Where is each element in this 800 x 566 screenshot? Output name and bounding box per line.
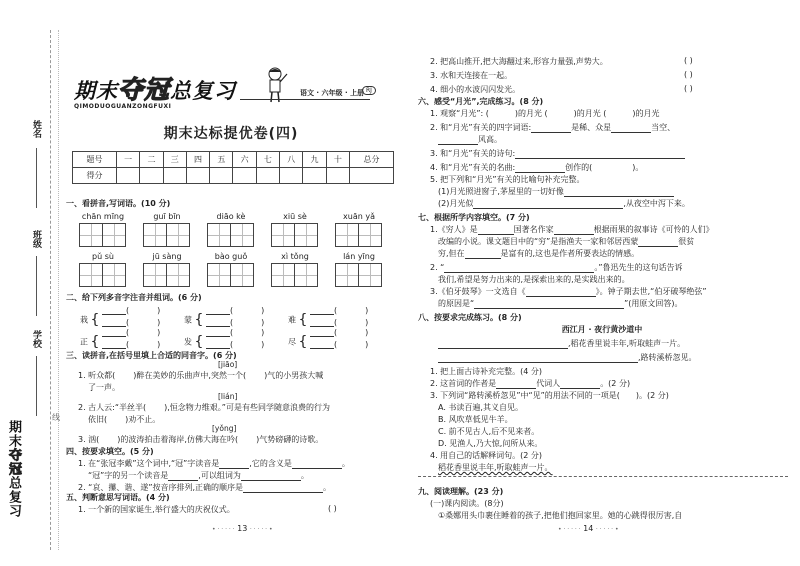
polyphone-item: 发 { (184, 334, 204, 350)
polyphone-item: 栽 { (80, 312, 100, 328)
pinyin-writing-group (142, 212, 192, 247)
score-header-cell: 总分 (349, 152, 393, 168)
cut-line (50, 30, 51, 550)
score-header-cell: 二 (140, 152, 163, 168)
pinyin-hint: [jiāo] (218, 360, 238, 369)
option-b[interactable]: B. 风吹草低见牛羊。 (438, 415, 513, 424)
answer-paren[interactable]: ( ) (684, 84, 693, 93)
polyphone-answer[interactable]: ( ) (310, 328, 368, 337)
score-header-cell: 题号 (73, 152, 117, 168)
question-text: 风高。 (438, 134, 502, 145)
score-cell[interactable] (303, 168, 326, 184)
quoted-line: 稻花香里说丰年,听取蛙声一片。 (438, 463, 553, 472)
score-header-cell: 八 (280, 152, 303, 168)
polyphone-answer[interactable]: ( ) (310, 340, 368, 349)
score-header-cell: 四 (186, 152, 209, 168)
polyphone-answer[interactable]: ( ) (310, 318, 368, 327)
pinyin-label: diāo kè (216, 212, 246, 221)
section-2-title: 二、给下列多音字注音并组词。(6 分) (66, 293, 202, 302)
class-label: 班级 (31, 230, 41, 248)
score-cell[interactable] (117, 168, 140, 184)
question-text: 2. “ 。”鲁迅先生的这句话告诉 (430, 263, 683, 272)
question-text: 2. 和“月光”有关的四字词语: 是稀、众星 当空、 (430, 123, 676, 132)
polyphone-char: 发 (184, 337, 192, 347)
question-text: 依旧( )劝不止。 (88, 415, 161, 424)
question-text: 5. 把下列和“月光”有关的比喻句补充完整。 (430, 175, 585, 184)
polyphone-answer[interactable]: ( ) (206, 306, 264, 315)
school-field (36, 356, 37, 416)
polyphone-answer[interactable]: ( ) (102, 306, 160, 315)
pinyin-writing-group (334, 212, 384, 247)
pinyin-label: bào guǒ (214, 252, 248, 261)
polyphone-item: 正 { (80, 334, 100, 350)
writing-box[interactable] (143, 263, 167, 287)
answer-paren[interactable]: ( ) (684, 70, 693, 79)
polyphone-char: 蒙 (184, 315, 192, 325)
binding-line-char: 线 (52, 413, 60, 422)
writing-box[interactable] (207, 223, 231, 247)
section-6-title: 六、感受“月光”,完成练习。(8 分) (418, 97, 544, 106)
question-text: 1. 在“张冠李戴”这个词中,“冠”字读音是 ,它的含义是 。 (78, 459, 350, 468)
pinyin-writing-group (270, 212, 320, 247)
writing-box[interactable] (166, 263, 190, 287)
question-text: 我们,希望是努力出来的,是探索出来的,是实践出来的。 (438, 275, 630, 284)
question-text: 1. 一个新的国家诞生,举行盛大的庆祝仪式。 (78, 505, 235, 514)
option-a[interactable]: A. 书读百遍,其义自见。 (438, 403, 523, 412)
section-4-title: 四、按要求填空。(5 分) (66, 447, 154, 456)
question-text: 1.《穷人》是 国著名作家 根据雨果的叙事诗《可怜的人们》 (430, 225, 714, 234)
pinyin-writing-group (206, 212, 256, 247)
pinyin-writing-group (334, 252, 384, 287)
pinyin-label: xiū sè (283, 212, 307, 221)
polyphone-answer[interactable]: ( ) (310, 306, 368, 315)
score-header-cell: 九 (303, 152, 326, 168)
polyphone-item: 蒙 { (184, 312, 204, 328)
question-text: 4. 和“月光”有关的名曲: 创作的( )。 (430, 163, 644, 172)
logo-pinyin: QIMODUOGUANZONGFUXI (74, 103, 172, 110)
writing-box[interactable] (358, 223, 382, 247)
pinyin-writing-group (206, 252, 256, 287)
writing-box[interactable] (358, 263, 382, 287)
writing-box[interactable] (207, 263, 231, 287)
score-header-cell: 一 (117, 152, 140, 168)
reading-passage: ①桑娜用头巾裹住睡着的孩子,把他们抱回家里。她的心跳得很厉害,自 (438, 511, 683, 520)
page-number: • · · · · · 13 · · · · · • (212, 524, 273, 533)
score-table (72, 151, 394, 184)
question-text: 2. 这首词的作者是 代词人 。(2 分) (430, 379, 631, 388)
question-text: 4. 用自己的话解释词句。(2 分) (430, 451, 543, 460)
polyphone-answer[interactable]: ( ) (206, 340, 264, 349)
right-page (408, 0, 796, 566)
writing-box[interactable] (79, 263, 103, 287)
writing-box[interactable] (294, 263, 318, 287)
poem-title: 西江月 · 夜行黄沙道中 (561, 325, 643, 334)
score-header-cell: 七 (256, 152, 279, 168)
polyphone-answer[interactable]: ( ) (206, 328, 264, 337)
option-c[interactable]: C. 前不见古人,后不见来者。 (438, 427, 540, 436)
score-header-cell: 三 (163, 152, 186, 168)
pinyin-writing-group (78, 212, 128, 247)
polyphone-answer[interactable]: ( ) (102, 328, 160, 337)
page-number: • · · · · · 14 · · · · · • (558, 524, 619, 533)
poem-line: ,稻花香里说丰年,听取蛙声一片。 (438, 338, 685, 349)
score-header-cell: 六 (233, 152, 256, 168)
question-text: 1. 观察“月光”: ( )的月光 ( )的月光 ( )的月光 (430, 109, 660, 118)
section-9-title: 九、阅读理解。(23 分) (418, 487, 504, 496)
pinyin-writing-group (270, 252, 320, 287)
logo-text: 期末夺冠总复习 (74, 75, 237, 104)
section-5-title: 五、判断意思写词语。(4 分) (66, 493, 170, 502)
score-header-cell: 五 (210, 152, 233, 168)
section-3-title: 三、读拼音,在括号里填上合适的同音字。(6 分) (66, 351, 237, 360)
question-text: 3. 下列词“路转溪桥忽见”中“见”的用法不同的一项是( )。(2 分) (430, 391, 669, 400)
polyphone-answer[interactable]: ( ) (102, 340, 160, 349)
pinyin-writing-group (142, 252, 192, 287)
pinyin-writing-group (78, 252, 128, 287)
subject-label: 语文 · 六年级 · 上册 (300, 89, 365, 97)
writing-box[interactable] (335, 263, 359, 287)
exam-title: 期末达标提优卷(四) (163, 126, 299, 142)
pinyin-hint: [lián] (218, 392, 238, 401)
writing-box[interactable] (271, 263, 295, 287)
pinyin-hint: [yǒng] (212, 424, 237, 433)
score-cell[interactable] (163, 168, 186, 184)
pinyin-label: lán yīng (343, 252, 375, 261)
polyphone-char: 栽 (80, 315, 88, 325)
question-text: “冠”字的另一个读音是 ,可以组词为 。 (88, 471, 309, 480)
question-text: 改编的小说。课文题目中的“穷”是指渔夫一家和邻居西蒙 很贫 (438, 237, 695, 246)
writing-box[interactable] (102, 223, 126, 247)
writing-box[interactable] (102, 263, 126, 287)
question-text: 3. 汹( )的波涛拍击着海岸,仿佛大海在吟( )气势磅礴的诗歌。 (78, 435, 324, 444)
edition-badge: RJ (362, 86, 376, 95)
score-cell[interactable] (210, 168, 233, 184)
polyphone-item: 难 { (288, 312, 308, 328)
polyphone-char: 尽 (288, 337, 296, 347)
binding-strip (0, 0, 68, 566)
question-text: 了一声。 (88, 383, 120, 392)
score-row-label: 得分 (73, 168, 117, 184)
writing-box[interactable] (271, 223, 295, 247)
polyphone-char: 正 (80, 337, 88, 347)
score-header-row (73, 152, 394, 168)
pinyin-label: xì tǒng (281, 252, 309, 261)
pinyin-label: pǔ sù (92, 252, 114, 261)
name-field (36, 148, 37, 208)
question-text: 4. 细小的水波闪闪发光。 (430, 85, 521, 94)
polyphone-answer[interactable]: ( ) (206, 318, 264, 327)
answer-paren[interactable]: ( ) (684, 56, 693, 65)
question-text: 3. 和“月光”有关的诗句: (430, 148, 685, 159)
pinyin-label: guī bīn (153, 212, 181, 221)
section-7-title: 七、根据所学内容填空。(7 分) (418, 213, 530, 222)
binding-brand: 期末夺冠总复习 (6, 420, 21, 518)
writing-box[interactable] (335, 223, 359, 247)
poem-line: ,路转溪桥忽见。 (438, 352, 697, 363)
question-text: 穷,但在 是富有的,这也是作者所要表达的情感。 (438, 249, 640, 258)
score-cell[interactable] (280, 168, 303, 184)
question-text: 3. 水和天连接在一起。 (430, 71, 513, 80)
writing-box[interactable] (143, 223, 167, 247)
question-text: 2. 把高山推开,把大海翻过来,形容力量强,声势大。 (430, 57, 608, 66)
fold-line (58, 30, 59, 550)
question-text: 2. 古人云:“半丝半( ),恒念物力维艰。”可是有些同学随意浪费的行为 (78, 403, 330, 412)
answer-paren[interactable]: ( ) (328, 504, 337, 513)
writing-box[interactable] (230, 263, 254, 287)
header-logo (70, 66, 400, 120)
question-text: 的原因是“ ”(用原文回答)。 (438, 299, 683, 308)
question-text: (1)月光照进窗子,茅屋里的一切好像 (438, 186, 674, 197)
score-cell[interactable] (140, 168, 163, 184)
section-1-title: 一、看拼音,写词语。(10 分) (66, 199, 171, 208)
pinyin-label: jū sàng (152, 252, 182, 261)
score-cell[interactable] (233, 168, 256, 184)
section-8-title: 八、按要求完成练习。(8 分) (418, 313, 522, 322)
pinyin-label: xuān yǎ (343, 212, 375, 221)
school-label: 学校 (31, 330, 41, 348)
left-page (62, 0, 400, 566)
score-cell[interactable] (256, 168, 279, 184)
question-text: 1. 把上面古诗补充完整。(4 分) (430, 367, 543, 376)
answer-line[interactable] (418, 476, 788, 477)
writing-box[interactable] (79, 223, 103, 247)
writing-box[interactable] (294, 223, 318, 247)
score-value-row (73, 168, 394, 184)
polyphone-item: 尽 { (288, 334, 308, 350)
pinyin-label: chān mīng (81, 212, 125, 221)
subsection-title: (一)课内阅读。(8分) (430, 499, 504, 508)
polyphone-char: 难 (288, 315, 296, 325)
class-field (36, 256, 37, 316)
question-text: 2. “哀、攥、谐、遂”按音序排列,正确的顺序是 。 (78, 483, 332, 492)
question-text: 3.《伯牙鼓琴》一文选自《 》。钟子期去世,“伯牙破琴绝弦” (430, 287, 707, 296)
name-label: 姓名 (31, 120, 41, 138)
polyphone-answer[interactable]: ( ) (102, 318, 160, 327)
score-cell[interactable] (186, 168, 209, 184)
option-d[interactable]: D. 见渔人,乃大惊,问所从来。 (438, 439, 543, 448)
question-text: (2)月光似 ,从夜空中泻下来。 (438, 199, 690, 208)
score-cell[interactable] (349, 168, 393, 184)
writing-box[interactable] (230, 223, 254, 247)
score-cell[interactable] (326, 168, 349, 184)
question-text: 1. 听众都( )醉在美妙的乐曲声中,突然一个( )气的小男孩大喊 (78, 371, 324, 380)
score-header-cell: 十 (326, 152, 349, 168)
writing-box[interactable] (166, 223, 190, 247)
